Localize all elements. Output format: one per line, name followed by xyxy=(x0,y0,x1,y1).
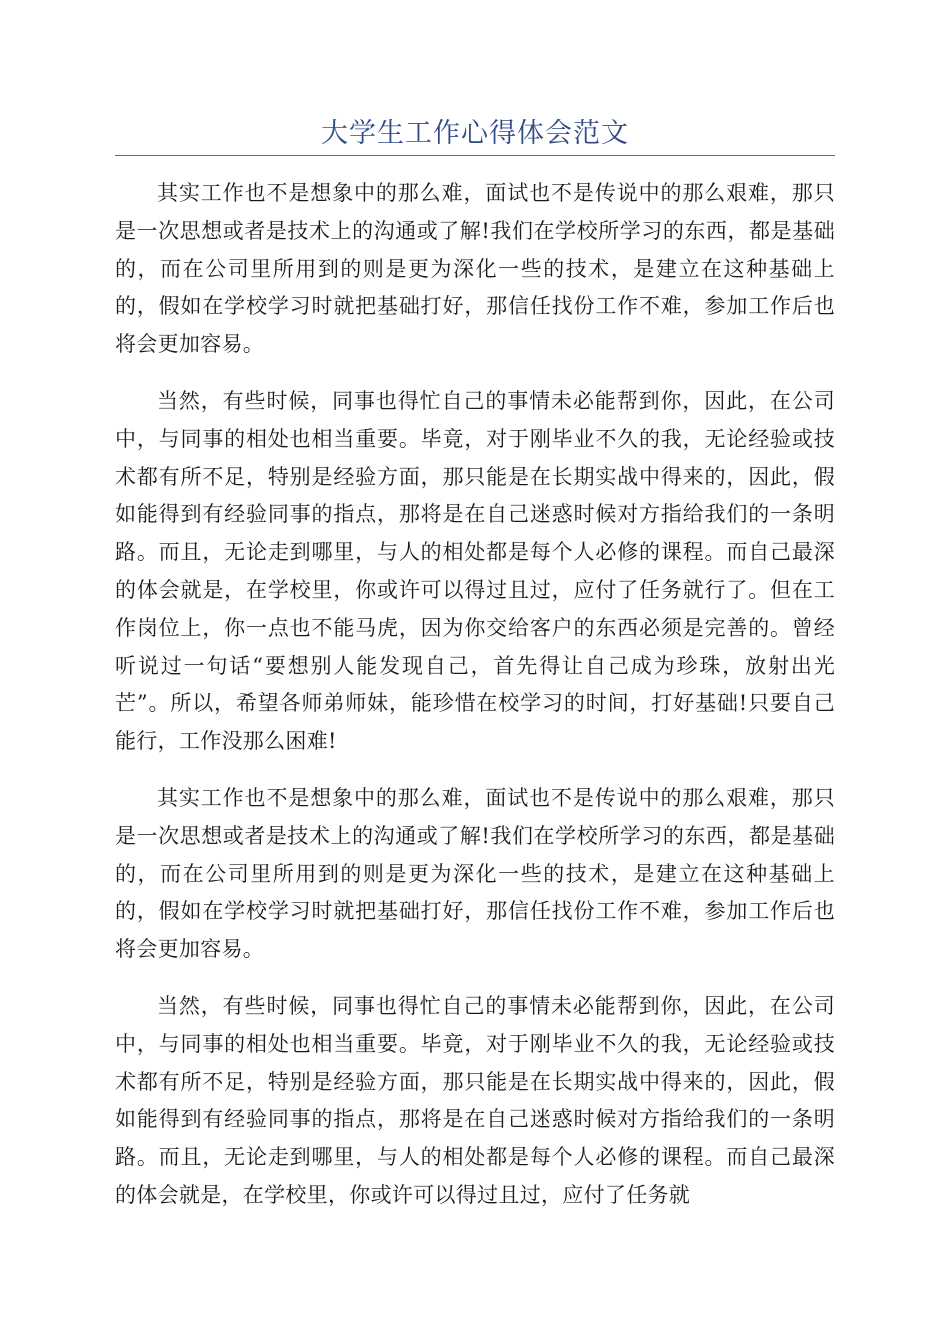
paragraph-3: 其实工作也不是想象中的那么难，面试也不是传说中的那么艰难，那只是一次思想或者是技术上的沟通或了解!我们在学校所学习的东西，都是基础的，而在公司里所用到的则是更为深化一些的技术，是建立在这种基础上的，假如在学校学习时就把基础打好，那信任找份工作不难，参加工作后也将会更加容易。 xyxy=(115,785,835,962)
paragraph-2: 当然，有些时候，同事也得忙自己的事情未必能帮到你，因此，在公司中，与同事的相处也相当重要。毕竟，对于刚毕业不久的我，无论经验或技术都有所不足，特别是经验方面，那只能是在长期实战中得来的，因此，假如能得到有经验同事的指点，那将是在自己迷惑时候对方指给我们的一条明路。而且，无论走到哪里，与人的相处都是每个人必修的课程。而自己最深的体会就是，在学校里，你或许可以得过且过，应付了任务就行了。但在工作岗位上，你一点也不能马虎，因为你交给客户的东西必须是完善的。曾经听说过一句话“要想别人能发现自己，首先得让自己成为珍珠，放射出光芒”。所以，希望各师弟师妹，能珍惜在校学习的时间，打好基础!只要自己能行，工作没那么困难! xyxy=(115,388,835,754)
title-underline xyxy=(115,155,835,156)
paragraph-4: 当然，有些时候，同事也得忙自己的事情未必能帮到你，因此，在公司中，与同事的相处也相当重要。毕竟，对于刚毕业不久的我，无论经验或技术都有所不足，特别是经验方面，那只能是在长期实战中得来的，因此，假如能得到有经验同事的指点，那将是在自己迷惑时候对方指给我们的一条明路。而且，无论走到哪里，与人的相处都是每个人必修的课程。而自己最深的体会就是，在学校里，你或许可以得过且过，应付了任务就 xyxy=(115,993,835,1207)
document-body xyxy=(115,175,835,1234)
document-title: 大学生工作心得体会范文 xyxy=(321,118,629,149)
paragraph-1: 其实工作也不是想象中的那么难，面试也不是传说中的那么艰难，那只是一次思想或者是技术上的沟通或了解!我们在学校所学习的东西，都是基础的，而在公司里所用到的则是更为深化一些的技术，是建立在这种基础上的，假如在学校学习时就把基础打好，那信任找份工作不难，参加工作后也将会更加容易。 xyxy=(115,181,835,357)
